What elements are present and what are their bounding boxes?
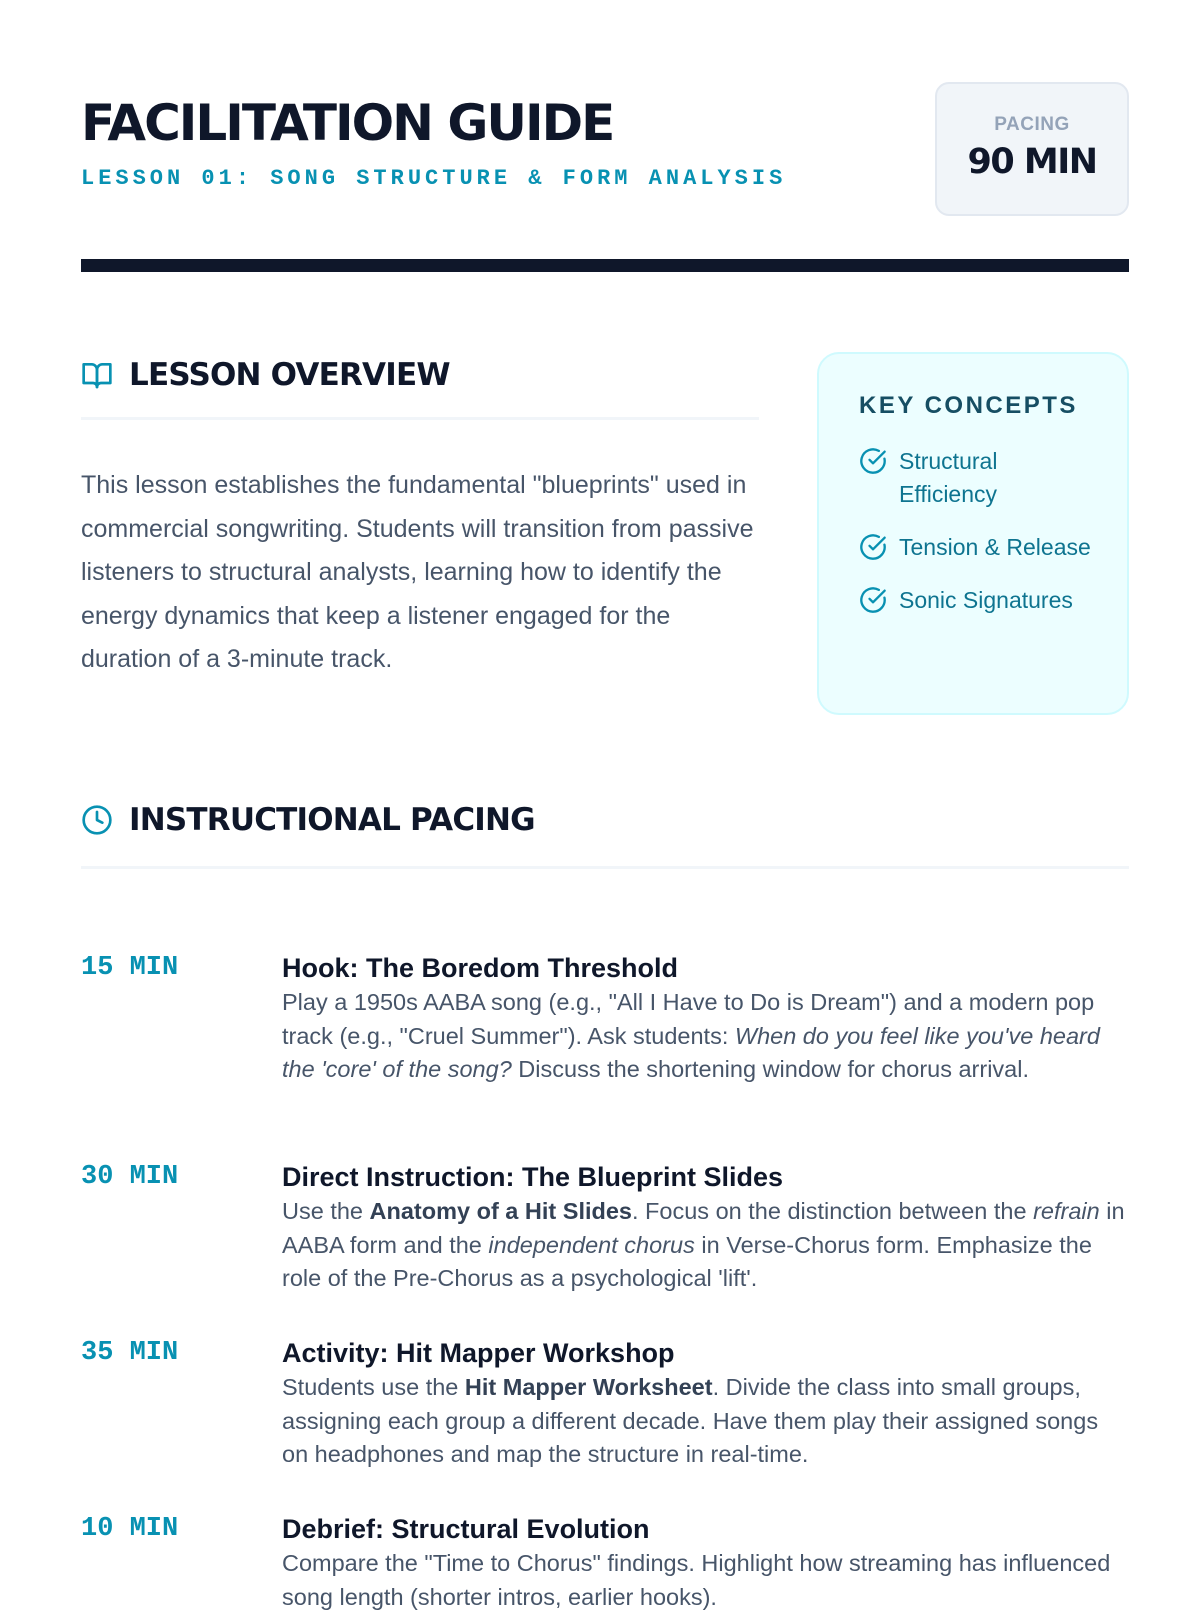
key-concept-label: Structural Efficiency — [899, 448, 998, 507]
section-heading — [81, 355, 759, 395]
emphasis-text: independent chorus — [488, 1231, 695, 1258]
agenda-description — [282, 986, 1129, 1087]
description-text: Use the — [282, 1198, 370, 1224]
section-divider — [81, 417, 759, 420]
key-concept-item — [859, 531, 1127, 564]
section-divider — [81, 866, 1129, 869]
check-circle-icon — [859, 533, 887, 561]
section-title: INSTRUCTIONAL PACING — [129, 802, 535, 838]
agenda-title: Hook: The Boredom Threshold — [282, 953, 679, 983]
check-circle-icon — [859, 447, 887, 475]
emphasis-text: When do you feel like you've heard the 'core' of the song? — [282, 1022, 1100, 1082]
header-divider — [81, 259, 1129, 272]
key-concepts-title: KEY CONCEPTS — [859, 392, 1078, 419]
description-text: Play a 1950s AABA song (e.g., "All I Have to Do is Dream") and a modern pop track (e.g., "Cruel Summer"). Ask students: — [282, 989, 1095, 1049]
agenda-duration: 15 MIN — [81, 953, 179, 983]
agenda-description — [282, 1195, 1129, 1296]
pacing-total-value: 90 MIN — [967, 142, 1097, 182]
facilitation-guide-page — [81, 0, 1129, 1610]
clock-icon — [81, 804, 113, 836]
emphasis-text: refrain — [1033, 1198, 1100, 1224]
check-circle-icon — [859, 586, 887, 614]
description-text: . Focus on the distinction between the — [632, 1198, 1034, 1224]
agenda-title: Debrief: Structural Evolution — [282, 1514, 650, 1544]
lesson-subtitle: LESSON 01: SONG STRUCTURE & FORM ANALYSIS — [81, 166, 787, 191]
description-text: Students use the — [282, 1374, 465, 1400]
description-text: in AABA form and the — [282, 1198, 1125, 1258]
section-heading — [81, 800, 1129, 840]
key-concepts-list — [859, 445, 1127, 617]
page-header — [81, 0, 1129, 272]
agenda-description — [282, 1371, 1129, 1472]
pacing-total-card — [935, 82, 1129, 216]
description-text: in Verse-Chorus form. Emphasize the role of the Pre-Chorus as a psychological 'lift'. — [282, 1231, 1092, 1291]
key-concept-label: Tension & Release — [899, 534, 1091, 560]
key-concept-item — [859, 584, 1127, 617]
key-concept-item — [859, 445, 1127, 511]
book-open-icon — [81, 359, 113, 391]
agenda-duration: 30 MIN — [81, 1162, 179, 1192]
resource-name: Hit Mapper Worksheet — [464, 1374, 713, 1400]
key-concepts-card — [817, 352, 1129, 715]
agenda-body — [282, 1160, 1129, 1296]
description-text: Compare the "Time to Chorus" findings. Highlight how streaming has influenced song length (shorter intros, earlier hooks). — [282, 1550, 1111, 1610]
agenda-body — [282, 1512, 1129, 1614]
description-text: Discuss the shortening window for chorus arrival. — [511, 1056, 1029, 1082]
section-title: LESSON OVERVIEW — [129, 357, 450, 393]
overview-paragraph: This lesson establishes the fundamental "blueprints" used in commercial songwriting. Students will transition from passive listeners to structural analysts, learning how to identify the energy dynamics that keep a listener engaged for the duration of a 3-minute track. — [81, 471, 754, 674]
agenda-title: Direct Instruction: The Blueprint Slides — [282, 1162, 784, 1192]
agenda-body — [282, 1336, 1129, 1472]
agenda-duration: 35 MIN — [81, 1338, 179, 1368]
agenda-description — [282, 1547, 1129, 1614]
agenda-body — [282, 951, 1129, 1087]
agenda-title: Activity: Hit Mapper Workshop — [282, 1338, 675, 1368]
resource-name: Anatomy of a Hit Slides — [369, 1198, 632, 1224]
description-text: . Divide the class into small groups, assigning each group a different decade. Have them play their assigned songs on headphones and map the structure in real-time. — [282, 1374, 1099, 1467]
key-concept-label: Sonic Signatures — [899, 587, 1073, 613]
lesson-overview-section — [81, 355, 759, 682]
page-title: FACILITATION GUIDE — [81, 94, 614, 152]
agenda-duration: 10 MIN — [81, 1514, 179, 1544]
instructional-pacing-section — [81, 800, 1129, 1610]
pacing-label: PACING — [994, 114, 1070, 135]
